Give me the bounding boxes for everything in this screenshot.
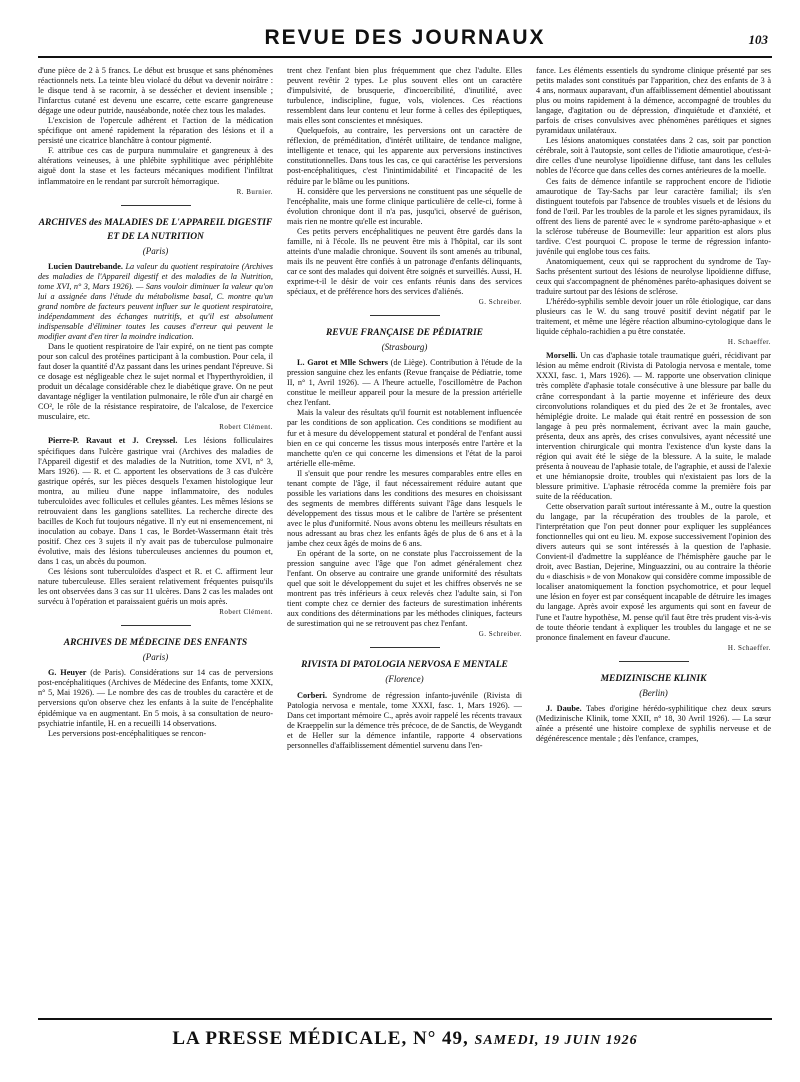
footer-line: [38, 1028, 772, 1050]
article-text: Syndrome de régression infanto-juvénile (Rivista di Patologia nervosa e mentale, tome XXXI, fasc. 1, Mars 1926). — Dans cet important mémoire C., après avoir rappelé les récents travaux de Kraeppelin sur la démence très précoce, de de Sanctis, de Weygandt et de Heller sur la démence infantile, rapporte 4 observations personnelles d'affaiblissement démentiel survenu dans l'en-: [287, 690, 522, 750]
section-title: REVUE FRANÇAISE DE PÉDIATRIE: [325, 328, 484, 339]
signature: Robert Clément.: [219, 423, 273, 432]
paragraph: L'excision de l'opercule adhérent et l'action de la médication spécifique ont amené rapidement la réparation des lésions et il a persisté une cicatrice blanchâtre à contour pigmenté.: [38, 116, 273, 146]
article-text: Tabes d'origine hérédo-syphilitique chez deux sœurs (Medizinische Klinik, tome XXII, n° 18, 30 Avril 1926). — La sœur aînée a présenté une histoire complexe de syphilis nerveuse et de dégénérescence mentale ; dès l'enfance, crampes,: [536, 703, 771, 743]
divider: [370, 647, 440, 648]
paragraph: Anatomiquement, ceux qui se rapprochent du syndrome de Tay-Sachs présentent surtout des lésions de neurolyse lipoïdienne diffuse, ceux qui s'accompagnent de phénomènes paréto-aphasiques doivent se traduire surtout par des lésions de sclérose.: [536, 256, 771, 297]
article-text: Un cas d'aphasie totale traumatique guéri, récidivant par lésion au même endroit (Rivista di Patologia nervosa e mentale, tome XXXI, fasc. 1, Mars 1926). — M. rapporte une observation clinique très complète d'aphasie totale consécutive à une blessure par balle du crâne correspondant à la partie moyenne et inférieure des deux circonvolutions rolandiques et du pied des 2e et 3e frontales, avec hémiplégie droite. Le malade qui était rentré en possession de son langage à peu près normalement, écrivant avec la main gauche, présenta, deux ans après, des crises convulsives, ayant nécessité une intervention chirurgicale qui montra l'existence d'un kyste dans la région qui avait été le siège de la blessure. A la suite, le malade présenta à nouveau de l'aphasie totale, de l'agraphie, et aussi de l'alexie et une hémianopsie droite, troubles qui n'existaient pas lors de la blessure primitive. L'aphasie rétrocéda comme la première fois par suite de la rééducation.: [536, 351, 771, 501]
article-author: Morselli.: [546, 351, 578, 361]
column-2: [287, 66, 522, 1016]
article-author: G. Heuyer: [48, 668, 87, 678]
paragraph: fance. Les éléments essentiels du syndrome clinique présenté par ses petits malades sont constitués par l'apparition, chez des enfants de 3 à 4 ans, normaux auparavant, d'un affaiblissement démentiel aboutissant plus ou moins rapidement à la démence, accompagné de troubles du langage, d'agitation ou de dépression, d'inquiétude et d'anxiété, et parfois de crises convulsives avec phénomènes parétiques et signes pyramidaux unilatéraux.: [536, 66, 771, 136]
divider: [121, 205, 191, 206]
section-title: MEDIZINISCHE KLINIK: [600, 673, 707, 684]
paragraph: H. considère que les perversions ne constituent pas une séquelle de l'encéphalite, mais une forme clinique particulière de celle-ci, forme à évolution chronique dont il n'a pas, jusqu'ici, observé de guérison, mais rien ne montre qu'elle est incurable.: [287, 186, 522, 226]
page-number: 103: [748, 32, 768, 47]
section-title: RIVISTA DI PATOLOGIA NERVOSA E MENTALE: [301, 660, 508, 671]
article-author: Pierre-P. Ravaut et J. Creyssel.: [48, 436, 178, 446]
paragraph: Ces faits de démence infantile se rapprochent encore de l'idiotie amaurotique de Tay-Sachs par leur caractère familial; ils s'en distinguent toutefois par l'absence de troubles visuels et de lésions du fond de l'œil. Par les troubles de la parole et les signes pyramidaux, ils offrent des liens de parenté avec le « syndrome paréto-aphasique » et la sclérose tubéreuse de Bourneville: leur apparition est alors plus tardive. C'est pourquoi C. propose le terme de régression infanto-juvénile qui englobe tous ces faits.: [536, 176, 771, 256]
section-city: (Berlin): [639, 687, 668, 698]
paragraph: L'hérédo-syphilis semble devoir jouer un rôle étiologique, car dans plusieurs cas le W. du sang trouvé positif devint négatif par le traitement, et même une légère réaction albumino-cytologique dans le liquide céphalo-rachidien a pu être constatée.: [536, 297, 771, 337]
article-author: J. Daube.: [546, 703, 582, 713]
divider: [121, 625, 191, 626]
signature: R. Burnier.: [236, 187, 273, 196]
page-footer: [38, 1018, 772, 1060]
signature: G. Schreiber.: [478, 630, 522, 639]
column-3: [536, 66, 771, 1016]
section-city: (Florence): [385, 674, 424, 685]
paragraph: Cette observation paraît surtout intéressante à M., outre la question du langage, par la récupération des troubles de la parole, et l'interprétation que l'on peut donner pour expliquer les suppléances fonctionnelles qui ont eu lieu. M. expose successivement l'opinion des divers auteurs qui se sont intéressés à la question de l'aphasie. Convient-il d'admettre la suppléance de l'hémisphère gauche par le droit, avec Bastian, Dejerine, Minguazzini, ou au contraire la théorie du « diaschisis » de von Monakow qui considère comme impossible de localiser anatomiquement la fonction psychomotrice, et pour lequel une lésion en foyer est par conséquent incapable de détruire les images du langage. Après avoir exposé les arguments qui sont en faveur de l'une et l'autre hypothèse, M. pense qu'il faut être très prudent vis-à-vis de toute théorie tendant à expliquer les troubles du langage et ne se prononce finalement en faveur d'aucune.: [536, 502, 771, 642]
section-city: (Paris): [142, 652, 169, 663]
signature: G. Schreiber.: [478, 298, 522, 307]
article-author: Corberi.: [297, 690, 328, 700]
article-title: La valeur du quotient respiratoire (Archives des maladies de l'Appareil digestif et des maladies de la Nutrition, tome XVI, n° 3, Mars 1926). — Sans vouloir diminuer la valeur qu'on lui a assignée dans l'étude du métabolisme basal, C. montre qu'un grand nombre de facteurs peuvent influer sur le quotient respiratoire, indépendamment des échanges nutritifs, et qu'il est absolument indispensable d'éliminer toutes les causes d'erreur qui peuvent le modifier avant d'en tirer la moindre indication.: [38, 261, 273, 341]
paragraph: Dans le quotient respiratoire de l'air expiré, on ne tient pas compte pour son calcul des protéines participant à la combustion. Pour cela, il faut doser la quantité d'Az passant dans les urines pendant l'épreuve. Si ce dosage est négligeable chez le sujet normal et l'hyperthyroïdien, il produit un décalage considérable chez le diabétique grave. On ne peut davantage négliger la ventilation pulmonaire, le rôle d'un air chargé en CO², le rôle de la résistance respiratoire, de l'alcalose, de l'exercice musculaire, etc.: [38, 342, 273, 422]
article-text: Les lésions folliculaires spécifiques dans l'ulcère gastrique vrai (Archives des maladies de l'Appareil digestif et des maladies de la Nutrition, tome XVI, n° 3, Mars 1926). — R. et C. apportent les observations de 3 cas d'ulcère gastrique opérés, sur les pièces desquels l'examen histologique leur montra, au milieu d'une nappe inflammatoire, des nodules tuberculoïdes avec follicules et cellules géantes. Les mêmes lésions se retrouvaient dans les ganglions satellites. La recherche directe des bacilles de Koch fut toujours négative. Il n'y eut ni ensemencement, ni inoculation au cobaye. Dans 1 cas, le Bordet-Wassermann était très positif. Chez ces 3 sujets il n'y avait pas de tuberculose pulmonaire évolutive, mais des lésions tuberculeuses anciennes du poumon et, dans 1 cas, un abcès du poumon.: [38, 436, 273, 567]
column-1: [38, 66, 273, 1016]
divider: [619, 661, 689, 662]
article-columns: [38, 66, 772, 1016]
paragraph: Il s'ensuit que pour rendre les mesures comparables entre elles en tenant compte de l'âge, il faut nécessairement réduire autant que possible les variations dans les conditions des mesures en choisissant des segments de membres différents suivant l'âge dans lesquels le développement des tissus mous et le calibre de l'artère se présentent avec le plus d'uniformité. Nous avons obtenu les meilleurs résultats en nous adressant au bras chez les enfants âgés de plus de 6 ans et à la jambe chez ceux âgés de moins de 6 ans.: [287, 468, 522, 549]
paragraph: Ces lésions sont tuberculoïdes d'aspect et R. et C. affirment leur nature tuberculeuse. Elles seraient relativement fréquentes puisqu'ils les ont observées dans 3 cas sur 11 ulcères. Dans 2 cas les malades ont survécu à l'opération et paraissaient guéris un mois après.: [38, 567, 273, 607]
journal-section-title: REVUE DES JOURNAUX: [264, 26, 546, 49]
paragraph: trent chez l'enfant bien plus fréquemment que chez l'adulte. Elles peuvent revêtir 2 types. Le plus souvent elles ont un caractère d'impulsivité, de brusquerie, d'incoercibilité, d'inutilité, avec turbulence, indiscipline, fugue, vols, violences. Ces réactions ressemblent dans leur contenu et leur forme à celles des épileptiques, mais elles sont conscientes et mnésiques.: [287, 66, 522, 126]
paragraph: En opérant de la sorte, on ne constate plus l'accroissement de la pression sanguine avec l'âge que l'on admet généralement chez l'enfant. On observe au contraire une grande uniformité des résultats quel que soit le développement du sujet et les chiffres observés ne se montrent pas très inférieurs à ceux relevés chez l'adulte sain, si l'on tient compte chez ce dernier des facteurs de surestimation inhérents aux conditions des déterminations par les méthodes cliniques, facteurs de surestimation qui ne se retrouvent pas chez l'enfant.: [287, 549, 522, 629]
divider: [370, 315, 440, 316]
article-text: (de Paris). Considérations sur 14 cas de perversions post-encéphalitiques (Archives de Médecine des Enfants, tome XXIX, n° 5, Mai 1926). — Le nombre des cas de troubles du caractère et de perversions qu'on observe chez les enfants à la suite de l'encéphalite épidémique va en augmentant. En 5 mois, à sa consultation de neuro-psychiatrie infantile, H. en a recueilli 14 observations.: [38, 668, 273, 728]
paragraph: F. attribue ces cas de purpura nummulaire et gangreneux à des altérations veineuses, à une phlébite syphilitique avec périphlébite aiguë dont la stase et les facteurs mécaniques modifient l'infiltrat inflammatoire en le rendant par surcroît hémorragique.: [38, 146, 273, 186]
signature: H. Schaeffer.: [727, 338, 771, 347]
issue-date: SAMEDI, 19 JUIN 1926: [474, 1033, 638, 1048]
paragraph: d'une pièce de 2 à 5 francs. Le début est brusque et sans phénomènes réactionnels nets. La teinte bleu violacé du début va devenir noirâtre : le disque tend à se racornir, à se dessécher et devient insensible ; l'infarctus cutané est devenu une escarre, cette escarre gangreneuse dégage une odeur putride, nauséabonde, notée chez tous les malades.: [38, 66, 273, 116]
paragraph: Quelquefois, au contraire, les perversions ont un caractère de réflexion, de préméditation, d'intérêt utilitaire, de tendance maligne, intelligente et tenace, qui les apparente aux perversions instinctives constitutionnelles. Dans tous les cas, ce qui caractérise les perversions post-encéphalitiques, c'est l'inintimidabilité et l'incapacité de les réduire par le blâme ou les punitions.: [287, 126, 522, 186]
page-header: [38, 26, 772, 58]
journal-name: LA PRESSE MÉDICALE, N° 49,: [172, 1028, 469, 1049]
signature: Robert Clément.: [219, 608, 273, 617]
section-city: (Paris): [142, 245, 169, 256]
section-city: (Strasbourg): [381, 342, 428, 353]
paragraph: Les lésions anatomiques constatées dans 2 cas, soit par ponction cérébrale, soit à l'autopsie, sont celles de l'idiotie amaurotique, c'est-à-dire celles d'une neurolyse lipoïdienne diffuse, tant dans les cellules nobles de l'écorce que dans celles des cornes antérieures de la moelle.: [536, 136, 771, 176]
article-text: (de Liège). Contribution à l'étude de la pression sanguine chez les enfants (Revue française de Pédiatrie, tome II, n° 1, Avril 1926). — A l'heure actuelle, l'oscillomètre de Pachon constitue le meilleur appareil pour la mesure de la pression artérielle chez l'enfant.: [287, 358, 522, 408]
paragraph: Ces petits pervers encéphalitiques ne peuvent être gardés dans la famille, ni à l'école. Ils ne peuvent être mis à l'hôpital, car ils sont atteints d'une maladie chronique. Souvent ils sont amenés au tribunal, mais ils ne peuvent être confiés à un patronage d'enfants délinquants, car ce sont des malades qui doivent être soignés et surveillés. Aussi, H. exprime-t-il le désir de voir ces enfants réunis dans des services spéciaux, et de préférence hors des services d'aliénés.: [287, 226, 522, 297]
signature: H. Schaeffer.: [727, 643, 771, 652]
paragraph: Mais la valeur des résultats qu'il fournit est notablement influencée par les conditions de son application. Ces conditions se modifient au fur et à mesure du développement statural et pondéral de l'enfant aussi bien en ce qui concerne les tissus mous interposés entre l'artère et la manchette qu'en ce qui concerne les dimensions et l'état de la paroi artérielle elle-même.: [287, 408, 522, 468]
article-author: L. Garot et Mlle Schwers: [297, 358, 388, 368]
paragraph: Les perversions post-encéphalitiques se rencon-: [48, 728, 207, 738]
section-title: ARCHIVES DE MÉDECINE DES ENFANTS: [63, 638, 248, 649]
section-title: ARCHIVES des MALADIES DE L'APPAREIL DIGESTIF ET DE LA NUTRITION: [38, 217, 273, 242]
article-author: Lucien Dautrebande.: [48, 261, 123, 271]
